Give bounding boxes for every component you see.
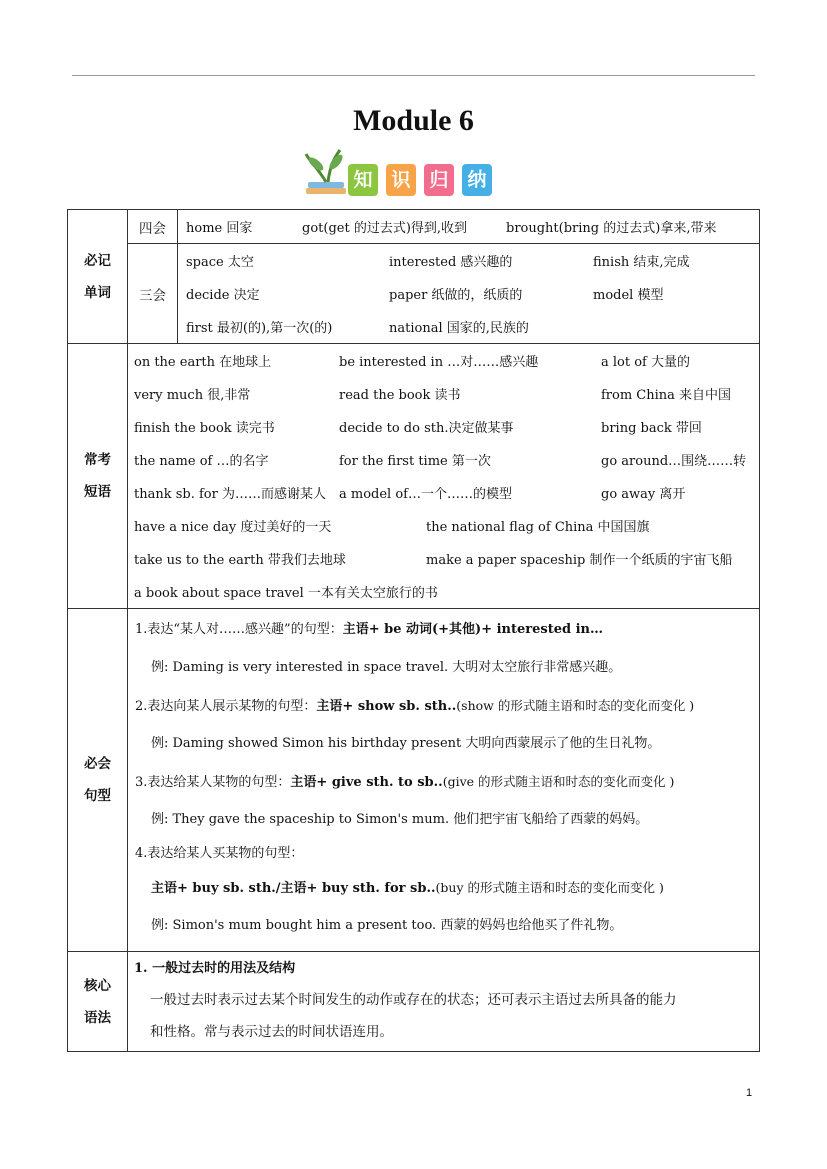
page-number: 1	[746, 1087, 753, 1099]
pattern-4: 4.表达给某人买某物的句型：	[135, 846, 304, 861]
banner-tile-2: 识	[386, 164, 416, 196]
sentences-content	[128, 609, 760, 952]
example-3: 例: They gave the spaceship to Simon's mum. 他们把宇宙飞船给了西蒙的妈妈。	[151, 812, 649, 827]
grammar-content	[128, 952, 760, 1052]
level-four: 四会	[128, 210, 178, 244]
example-2: 例: Daming showed Simon his birthday present 大明向西蒙展示了他的生日礼物。	[151, 736, 661, 751]
pattern-3: 3.表达给某人某物的句型：主语+ give sth. to sb..(give 的形式随主语和时态的变化而变化 )	[135, 774, 675, 790]
example-1: 例: Daming is very interested in space travel. 大明对太空旅行非常感兴趣。	[151, 660, 622, 675]
vocab-label: 必记 单词	[68, 210, 128, 344]
phrases-label: 常考 短语	[68, 344, 128, 609]
banner-tile-3: 归	[424, 164, 454, 196]
grammar-paragraph-line-1: 一般过去时表示过去某个时间发生的动作或存在的状态；还可表示主语过去所具备的能力	[150, 992, 677, 1008]
grammar-heading: 1. 一般过去时的用法及结构	[134, 961, 296, 976]
grammar-paragraph-line-2: 和性格。常与表示过去的时间状语连用。	[150, 1024, 393, 1040]
header-rule	[72, 75, 755, 76]
phrases-content: on the earth 在地球上 be interested in …对……感兴趣 a lot of 大量的 very much 很,非常 read the book 读书 from China 来自中国 finish the book 读完书 decide to do sth.决定做某事 bring back 带回 the name of …的名字 for the first time 第一次 go around…围绕……转 thank sb. for 为……而感谢某人 a model of…一个……的模型 go away 离开 have a nice day 度过美好的一天 the national flag of China 中国国旗 take us to the earth 带我们去地球 make a paper spaceship 制作一个纸质的宇宙飞船 a book about space travel 一本有关太空旅行的书	[128, 344, 760, 609]
pattern-4-structure: 主语+ buy sb. sth./主语+ buy sth. for sb..(buy 的形式随主语和时态的变化而变化 )	[151, 880, 664, 896]
level-three-words: space 太空 interested 感兴趣的 finish 结束,完成 decide 决定 paper 纸做的，纸质的 model 模型 first 最初(的),第一次(的) national 国家的,民族的	[178, 244, 760, 344]
banner-tile-4: 纳	[462, 164, 492, 196]
sentences-label: 必会 句型	[68, 609, 128, 952]
pattern-1: 1.表达“某人对……感兴趣”的句型：主语+ be 动词(+其他)+ interested in…	[135, 622, 604, 637]
banner-tile-1: 知	[348, 164, 378, 196]
summary-table	[67, 209, 760, 1052]
knowledge-summary-banner	[300, 148, 500, 202]
level-three: 三会	[128, 244, 178, 344]
grammar-label: 核心 语法	[68, 952, 128, 1052]
page-title: Module 6	[353, 104, 474, 137]
level-four-words: home 回家 got(get 的过去式)得到,收到 brought(bring 的过去式)拿来,带来	[178, 210, 760, 244]
pattern-2: 2.表达向某人展示某物的句型：主语+ show sb. sth..(show 的形式随主语和时态的变化而变化 )	[135, 698, 695, 714]
example-4: 例: Simon's mum bought him a present too. 西蒙的妈妈也给他买了件礼物。	[151, 918, 623, 933]
